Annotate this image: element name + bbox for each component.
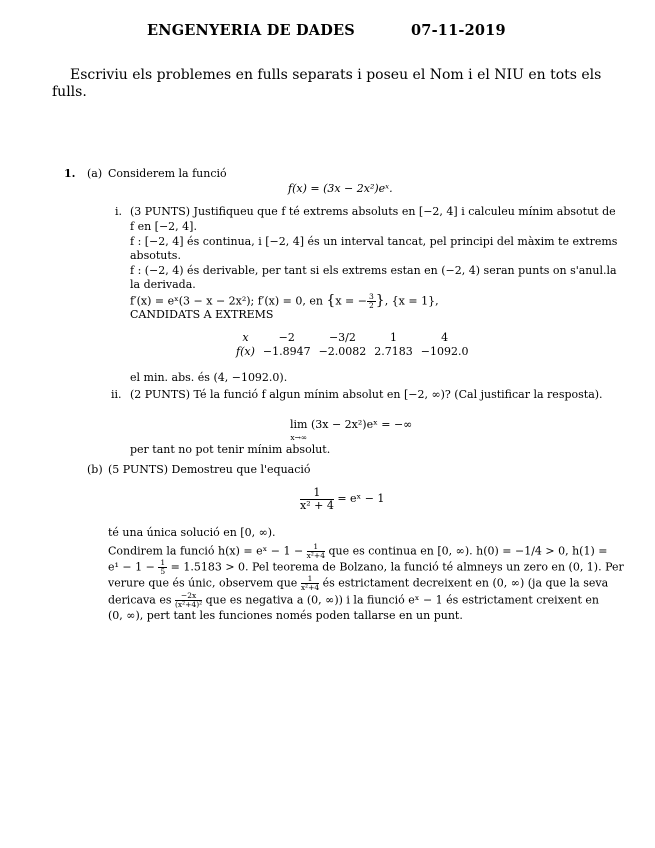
exam-title: ENGENYERIA DE DADES bbox=[147, 22, 355, 39]
table-cell: −1.8947 bbox=[262, 345, 311, 358]
part-b-line-6: (0, ∞), pert tant les funciones només poden tallarse en un punt. bbox=[108, 609, 463, 622]
candidates-title: CANDIDATS A EXTREMS bbox=[130, 308, 274, 321]
item-i-line: la derivada. bbox=[130, 278, 196, 291]
table-cell: f(x) bbox=[236, 345, 255, 358]
derivative-prefix: f′(x) = eˣ(3 − x − 2x²); f′(x) = 0, en bbox=[130, 294, 323, 308]
limit-expression: lim x→∞ (3x − 2x²)eˣ = −∞ bbox=[290, 418, 413, 442]
equation-display: $\frac{1}{\text{x² + 4}}$ = eˣ − 1 bbox=[300, 486, 385, 512]
table-cell: 2.7183 bbox=[374, 345, 413, 358]
item-i-line: (3 PUNTS) Justifiqueu que f té extrems absoluts en [−2, 4] i calculeu mínim absotut de bbox=[130, 205, 616, 218]
item-ii-question: (2 PUNTS) Té la funció f algun mínim absolut en [−2, ∞)? (Cal justificar la resposta). bbox=[130, 388, 603, 401]
table-header-cell: −3/2 bbox=[328, 331, 356, 344]
intro-line-2: fulls. bbox=[52, 84, 87, 100]
part-b-label: (b) bbox=[87, 463, 103, 476]
table-cell: −1092.0 bbox=[420, 345, 469, 358]
part-a-lead: Considerem la funció bbox=[108, 167, 227, 180]
item-i-conclusion: el min. abs. és (4, −1092.0). bbox=[130, 371, 288, 384]
item-i-line: f en [−2, 4]. bbox=[130, 220, 197, 233]
part-b-line-1: té una única solució en [0, ∞). bbox=[108, 526, 276, 539]
item-i-line: f : (−2, 4) és derivable, per tant si els extrems estan en (−2, 4) seran punts on s'anul.la bbox=[130, 264, 617, 277]
table-header-cell: 4 bbox=[441, 331, 449, 344]
table-header-cell: 1 bbox=[390, 331, 398, 344]
part-a-label: (a) bbox=[87, 167, 103, 180]
derivative-line: f′(x) = eˣ(3 − x − 2x²); f′(x) = 0, en {x = − $\frac{3}{2}$ }, {x = 1}, bbox=[130, 292, 439, 310]
item-ii-conclusion: per tant no pot tenir mínim absolut. bbox=[130, 443, 331, 456]
part-b-line-3: e¹ − 1 − $\frac{1}{5}$ = 1.5183 > 0. Pel teorema de Bolzano, la funció té almneys un zero en (0, 1). Per bbox=[108, 558, 624, 576]
problem-number: 1. bbox=[64, 167, 76, 180]
table-header-row bbox=[232, 331, 473, 345]
candidates-table bbox=[232, 331, 473, 359]
root-a: x = − bbox=[335, 294, 367, 308]
item-i-line: absotuts. bbox=[130, 249, 181, 262]
item-ii-label: ii. bbox=[111, 388, 122, 401]
intro-line-1: Escriviu els problemes en fulls separats i poseu el Nom i el NIU en tots els bbox=[70, 67, 602, 83]
root-b: , {x = 1}, bbox=[384, 294, 439, 308]
table-row bbox=[232, 345, 473, 359]
table-header-cell: −2 bbox=[278, 331, 295, 344]
function-display: f(x) = (3x − 2x²)eˣ. bbox=[288, 182, 393, 195]
item-i-line: f : [−2, 4] és continua, i [−2, 4] és un interval tancat, pel principi del màxim te extrems bbox=[130, 235, 618, 248]
part-b-lead: (5 PUNTS) Demostreu que l'equació bbox=[108, 463, 311, 476]
part-b-line-5: dericava es $\frac{-2x}{\text{(x²+4)²}}$ que es negativa a (0, ∞)) i la fiunció eˣ − 1 és estrictament creixent en bbox=[108, 591, 600, 609]
item-i-label: i. bbox=[115, 205, 123, 218]
table-header-cell: x bbox=[242, 331, 249, 344]
part-b-line-2: Condirem la funció h(x) = eˣ − 1 − $\frac{1}{\text{x²+4}}$ que es continua en [0, ∞). h(0) = −1/4 > 0, h(1) = bbox=[108, 542, 608, 560]
root-fraction: $\frac{3}{2}$ bbox=[368, 292, 374, 310]
table-cell: −2.0082 bbox=[318, 345, 367, 358]
exam-date: 07-11-2019 bbox=[411, 22, 506, 39]
part-b-line-4: verure que és únic, observem que $\frac{1}{\text{x²+4}}$ és estrictament decreixent en (0, ∞) (ja que la seva bbox=[108, 574, 609, 592]
